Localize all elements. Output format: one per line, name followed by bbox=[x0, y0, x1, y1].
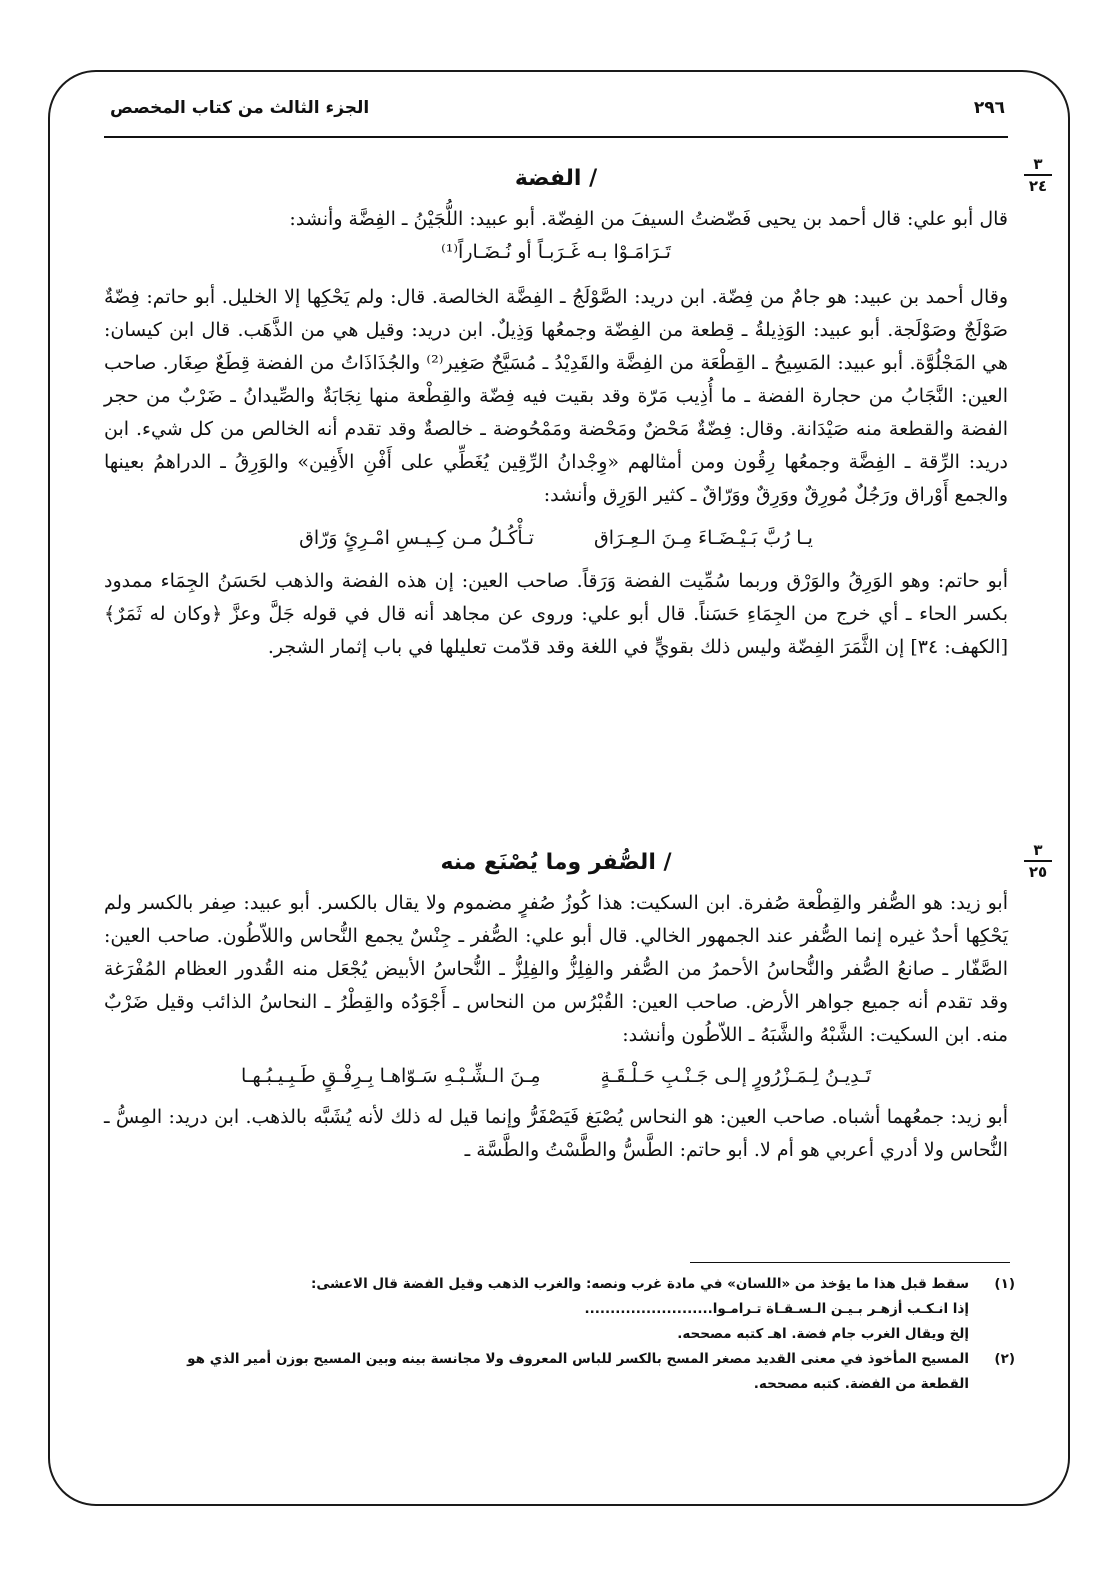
margin-reference-2 bbox=[1024, 842, 1052, 880]
margin-ref-page: ٢٤ bbox=[1028, 177, 1048, 195]
footnote-number: (١) bbox=[994, 1276, 1015, 1292]
margin-ref-divider bbox=[1024, 860, 1052, 862]
paragraph: وقال أحمد بن عبيد: هو جامٌ من فِضّة. ابن دريد: الصَّوْلَجُ ـ الفِضَّة الخالصة. قال: ولم يَحْكِها إلا الخليل. أبو حاتم: فِضّةٌ صَوْلَجٌ وصَوْلَجة. أبو عبيد: الوَذِيلةُ ـ قِطعة من الفِضّة وجمعُها وَذِيلٌ. ابن دريد: وقيل هي من الذَّهَب. قال ابن كيسان: هي المَجْلُوَّة. أبو عبيد: المَسِيحُ ـ القِطْعَة من الفِضَّة والقَدِيْدُ ـ مُسَيَّحٌ صَغِير⁽²⁾ والجُذَاذَاتُ من الفضة قِطَعٌ صِغَار. صاحب العين: النَّجَابُ من حجارة الفضة ـ ما أُذِيب مَرّة وقد بقيت فيه فِضّة والقِطْعة منها نِجَابَةٌ والصِّيدانُ ـ ضَرْبٌ من حجر الفضة والقطعة منه صَيْدَانة. وقال: فِضّةٌ مَحْضٌ ومَحْضة ومَمْحُوضة ـ خالصةٌ وقد تقدم أنه الخالص من كل شيء. ابن دريد: الرِّقة ـ الفِضَّة وجمعُها رِقُون ومن أمثالهم «وِجْدانُ الرِّقِين يُغَطِّي على أَفْنِ الأَفِين» والوَرِقُ ـ الدراهمُ بعينها والجمع أَوْراق ورَجُلٌ مُورِقٌ ووَرِقٌ ووَرّاقٌ ـ كثير الوَرِق وأنشد: bbox=[104, 286, 1009, 506]
verse-hemistich-left: مِـنَ الـشِّـبْـهِ سَـوّاهـا بِـرِفْـقٍ طَـبِـيـبُـهـا bbox=[241, 1065, 541, 1087]
running-header bbox=[110, 92, 1005, 132]
paragraph: قال أبو علي: قال أحمد بن يحيى فَضّضتُ السيفَ من الفِضّة. أبو عبيد: اللُّجَيْنُ ـ الفِضَّة وأنشد: bbox=[289, 208, 1008, 230]
footnote-1 bbox=[110, 1272, 1015, 1347]
margin-reference-1 bbox=[1024, 156, 1052, 194]
footnote-2 bbox=[110, 1347, 1015, 1397]
footnotes bbox=[110, 1272, 1015, 1397]
footnote-line: سقط قبل هذا ما يؤخذ من «اللسان» في مادة غرب ونصه: والغرب الذهب وقيل الفضة قال الاعشى: bbox=[311, 1276, 969, 1292]
paragraph: أبو حاتم: وهو الوَرِقُ والوَرْق وربما سُمِّيت الفضة وَرَقاً. صاحب العين: إن هذه الفضة والذهب لحَسَنُ الجِمَاء ممدود بكسر الحاء ـ أي خرج من الجِمَاءِ حَسَناً. قال أبو علي: وروى عن مجاهد أنه قال في قوله جَلَّ وعزَّ ﴿وكان له ثَمَرٌ﴾ [الكهف: ٣٤] إن الثَّمَرَ الفِضّة وليس ذلك بقويٍّ في اللغة وقد قدّمت تعليلها في باب إثمار الشجر. bbox=[104, 570, 1008, 658]
book-title: الجزء الثالث من كتاب المخصص bbox=[110, 98, 370, 118]
margin-ref-volume: ٣ bbox=[1033, 841, 1043, 859]
paragraph: أبو زيد: جمعُهما أشباه. صاحب العين: هو النحاس يُصْبَغ فَيَصْفَرُّ وإنما قيل له ذلك لأنه يُشَبَّه بالذهب. ابن دريد: المِسُّ ـ النُّحاس ولا أدري أعربي هو أم لا. أبو حاتم: الطَّسُّ والطَّسْتُ والطَّسَّة ـ bbox=[104, 1106, 1009, 1161]
footnote-number: (٢) bbox=[994, 1351, 1015, 1367]
verse-hemistich-left: تـأْكُـلُ مـن كِـيـسِ امْـرِئٍ وَرّاق bbox=[299, 527, 535, 549]
section-sufr bbox=[104, 846, 1008, 1167]
section-title-sufr: / الصُّفر وما يُصْنَع منه bbox=[440, 850, 672, 875]
verse-line: تَـرَامَـوْا بـه غَـرَبـاً أو نُـضَـاراً⁽¹⁾ bbox=[441, 241, 671, 263]
verse-couplet bbox=[104, 1060, 1008, 1093]
footnote-line: إذا انـكـب أزهـر بـيـن الـسـقـاة تـرامـوا......................... bbox=[584, 1301, 969, 1317]
verse-couplet bbox=[104, 522, 1008, 555]
margin-ref-divider bbox=[1024, 174, 1052, 176]
footnote-line: إلخ ويقال الغرب جام فضة. اهـ كتبه مصححه. bbox=[677, 1326, 969, 1342]
margin-ref-volume: ٣ bbox=[1033, 155, 1043, 173]
footnote-rule bbox=[690, 1262, 1010, 1263]
footnote-line: المسيح المأخوذ في معنى القديد مصغر المسح بالكسر للباس المعروف ولا مجانسة بينه وبين المسيح بوزن أمير الذي هو bbox=[187, 1351, 969, 1367]
margin-ref-page: ٢٥ bbox=[1028, 863, 1048, 881]
section-fidda bbox=[104, 162, 1008, 664]
page-number: ٢٩٦ bbox=[973, 98, 1005, 118]
verse-hemistich-right: تَـدِيـنُ لِـمَـزْرُورٍ إلـى جَـنْـبِ حَـلْـقَـةٍ bbox=[600, 1065, 871, 1087]
section-title-fidda: / الفضة bbox=[514, 166, 598, 191]
header-rule bbox=[104, 136, 1008, 138]
footnote-line: القطعة من الفضة. كتبه مصححه. bbox=[753, 1376, 969, 1392]
verse-hemistich-right: يـا رُبَّ بَـيْـضَـاءَ مِـنَ الـعِـرَاق bbox=[594, 527, 813, 549]
paragraph: أبو زيد: هو الصُّفر والقِطْعة صُفرة. ابن السكيت: هذا كُوزُ صُفرٍ مضموم ولا يقال بالكسر. أبو عبيد: صِفر بالكسر ولم يَحْكِها أحدٌ غيره إنما الصُّفر عند الجمهور الخالي. قال أبو علي: الصُّفر ـ جِنْسٌ يجمع النُّحاس واللاّطُون. صاحب العين: الصَّفّار ـ صانعُ الصُّفر والنُّحاسُ الأحمرُ من الصُّفر والفِلِزُّ والفِلِزُّ ـ النُّحاسُ الأبيض يُجْعَل منه القُدور العظام المُفْرَغة وقد تقدم أنه جميع جواهر الأرض. صاحب العين: القُبْرُس من النحاس ـ أَجْوَدُه والقِطْرُ ـ النحاسُ الذائب وقيل ضَرْبٌ منه. ابن السكيت: الشَّبْهُ والشَّبَهُ ـ اللاّطُون وأنشد: bbox=[104, 892, 1008, 1046]
